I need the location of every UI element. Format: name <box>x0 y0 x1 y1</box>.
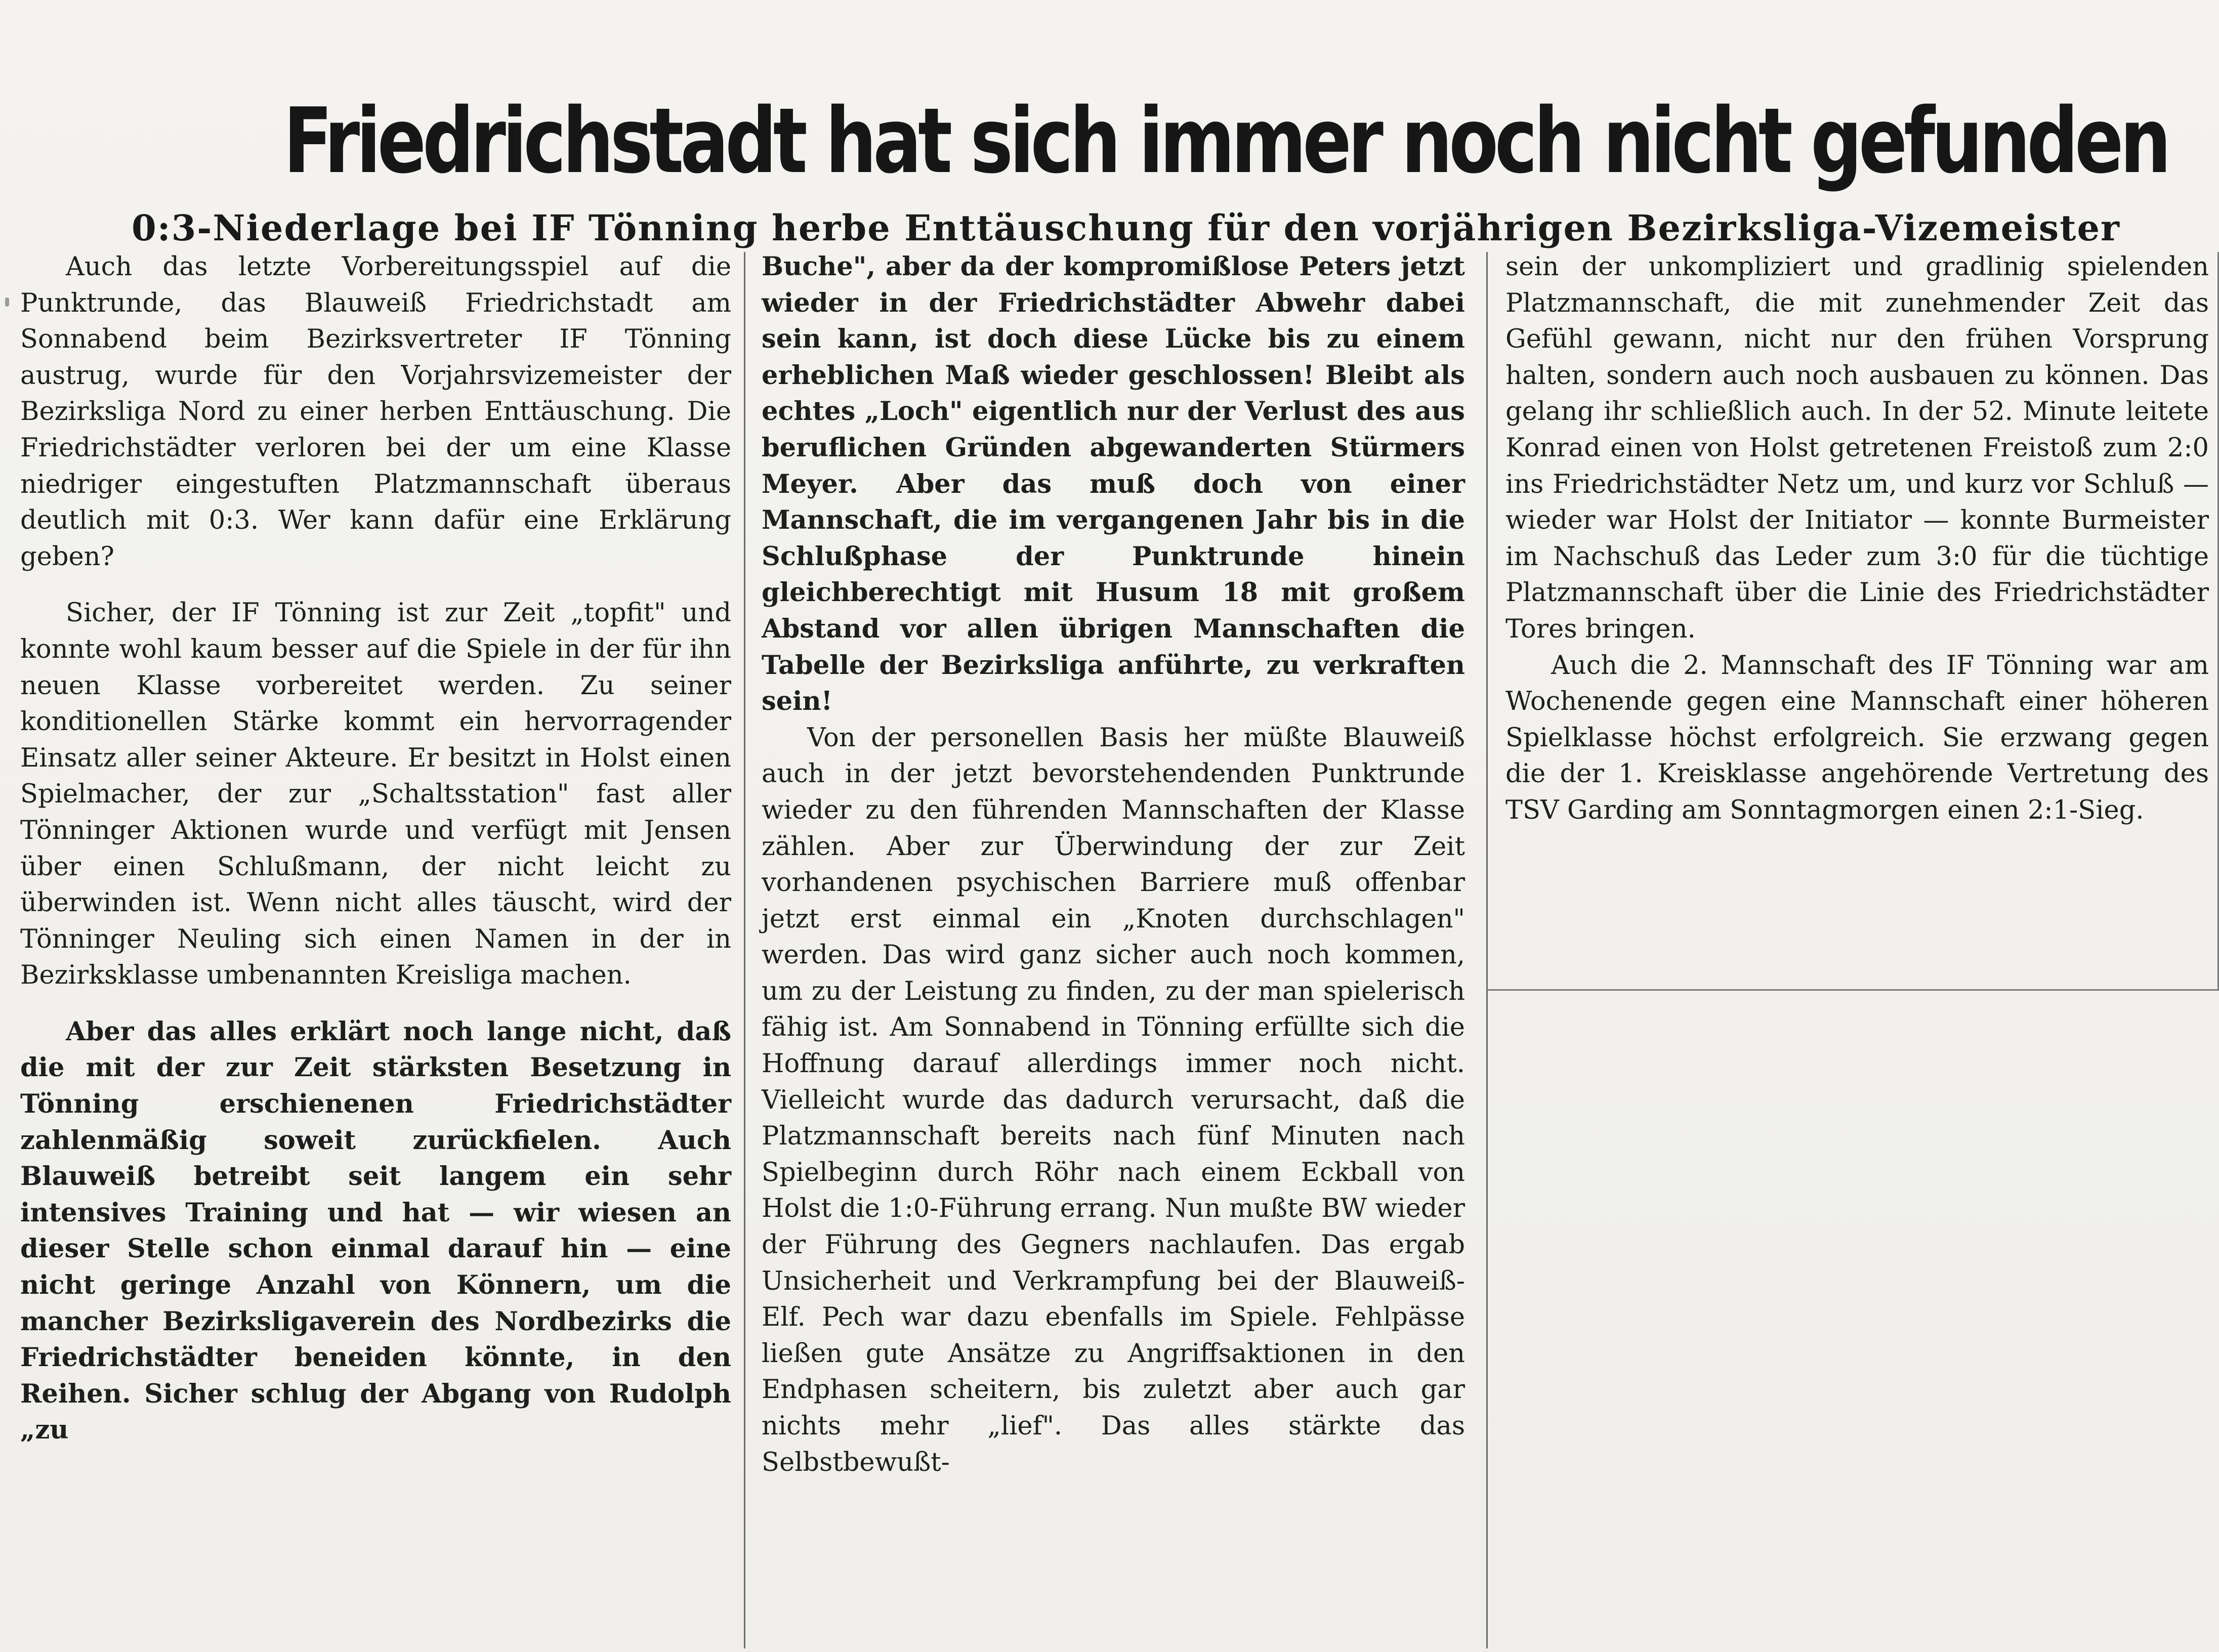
paragraph-continuation: sein der unkompliziert und gradlinig spielenden Platzmannschaft, die mit zunehmender Zeit das Gefühl gewann, nicht nur den frühen Vorsprung halten, sondern auch noch ausbauen zu können. Das gelang ihr schließlich auch. In der 52. Minute leitete Konrad einen von Holst getretenen Freistoß zum 2:0 ins Friedrichstädter Netz um, und kurz vor Schluß — wieder war Holst der Initiator — konnte Burmeister im Nachschuß das Leder zum 3:0 für die tüchtige Platzmannschaft über die Linie des Friedrichstädter Tores bringen. <box>1505 252 2209 644</box>
paragraph-bold-continuation: Buche", aber da der kompromißlose Peters jetzt wieder in der Friedrichstädter Abwehr dabei sein kann, ist doch diese Lücke bis zu einem erheblichen Maß wieder geschlossen! Bleibt als echtes „Loch" eigentlich nur der Verlust des aus beruflichen Gründen abgewanderten Stürmers Meyer. Aber das muß doch von einer Mannschaft, die im vergangenen Jahr bis in die Schlußphase der Punktrunde hinein gleichberechtigt mit Husum 18 mit großem Abstand vor allen übrigen Mannschaften die Tabelle der Bezirksliga anführte, zu verkraften sein! <box>762 251 1465 717</box>
paragraph: Sicher, der IF Tönning ist zur Zeit „topfit" und konnte wohl kaum besser auf die Spiele in der für ihn neuen Klasse vorbereitet werden. Zu seiner konditionellen Stärke kommt ein hervorragender Einsatz aller seiner Akteure. Er besitzt in Holst einen Spielmacher, der zur „Schaltsstation" fast aller Tönninger Aktionen wurde und verfügt mit Jensen über einen Schlußmann, der nicht leicht zu überwinden ist. Wenn nicht alles täuscht, wird der Tönninger Neuling sich einen Namen in der in Bezirksklasse umbenannten Kreisliga machen. <box>20 598 731 991</box>
article-column-1 <box>20 249 731 1449</box>
paragraph-bold: Aber das alles erklärt noch lange nicht, daß die mit der zur Zeit stärksten Besetzung in Tönning erschienenen Friedrichstädter zahlenmäßig soweit zurückfielen. Auch Blauweiß betreibt seit langem ein sehr intensives Training und hat — wir wiesen an dieser Stelle schon einmal darauf hin — eine nicht geringe Anzahl von Könnern, um die mancher Bezirksligaverein des Nordbezirks die Friedrichstädter beneiden könnte, in den Reihen. Sicher schlug der Abgang von Rudolph „zu <box>20 1016 731 1446</box>
article-column-2 <box>762 249 1465 1480</box>
column-divider-2 <box>1486 252 1488 1648</box>
paragraph: Von der personellen Basis her müßte Blauweiß auch in der jetzt bevorstehendenden Punktrunde wieder zu den führenden Mannschaften der Klasse zählen. Aber zur Überwindung der zur Zeit vorhandenen psychischen Barriere muß offenbar jetzt erst einmal ein „Knoten durchschlagen" werden. Das wird ganz sicher auch noch kommen, um zu der Leistung zu finden, zu der man spielerisch fähig ist. Am Sonnabend in Tönning erfüllte sich die Hoffnung darauf allerdings immer noch nicht. Vielleicht wurde das dadurch verursacht, daß die Platzmannschaft bereits nach fünf Minuten nach Spielbeginn durch Röhr nach einem Eckball von Holst die 1:0-Führung errang. Nun mußte BW wieder der Führung des Gegners nachlaufen. Das ergab Unsicherheit und Verkrampfung bei der Blauweiß-Elf. Pech war dazu ebenfalls im Spiele. Fehlpässe ließen gute Ansätze zu Angriffsaktionen in den Endphasen scheitern, bis zuletzt aber auch gar nichts mehr „lief". Das alles stärkte das Selbstbewußt- <box>762 723 1465 1477</box>
clipping-edge-bottom <box>1488 989 2219 991</box>
article-column-3 <box>1505 249 2209 829</box>
paper-speck <box>5 298 9 307</box>
headline: Friedrichstadt hat sich immer noch nicht gefunden <box>283 89 2168 194</box>
subheadline: 0:3-Niederlage bei IF Tönning herbe Enttäuschung für den vorjährigen Bezirksliga-Vizemeister <box>132 207 2120 249</box>
column-divider-1 <box>744 252 745 1648</box>
paragraph-lead: Auch das letzte Vorbereitungsspiel auf die Punktrunde, das Blauweiß Friedrichstadt am Sonnabend beim Bezirksvertreter IF Tönning austrug, wurde für den Vorjahrsvizemeister der Bezirksliga Nord zu einer herben Enttäuschung. Die Friedrichstädter verloren bei der um eine Klasse niedriger eingestuften Platzmannschaft überaus deutlich mit 0:3. Wer kann dafür eine Erklärung geben? <box>20 252 731 572</box>
paragraph: Auch die 2. Mannschaft des IF Tönning war am Wochenende gegen eine Mannschaft einer höheren Spielklasse höchst erfolgreich. Sie erzwang gegen die der 1. Kreisklasse angehörende Vertretung des TSV Garding am Sonntagmorgen einen 2:1-Sieg. <box>1505 650 2209 825</box>
